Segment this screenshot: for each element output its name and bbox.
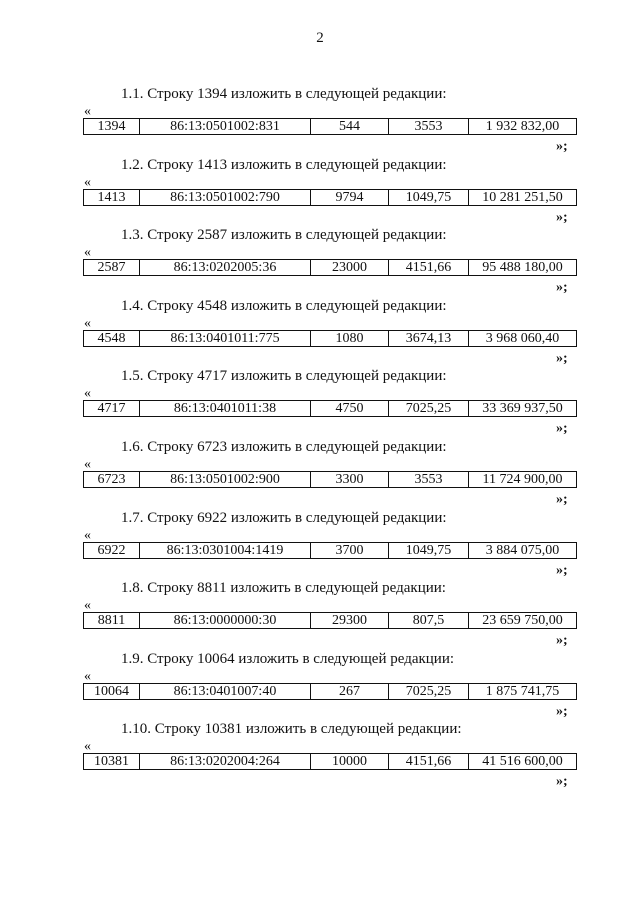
area-cell: 29300	[311, 613, 389, 629]
close-quote: »;	[556, 350, 568, 366]
close-quote: »;	[556, 774, 568, 790]
amendment-item	[0, 721, 640, 792]
cadastral-number-cell: 86:13:0202005:36	[140, 260, 311, 276]
value-cell: 33 369 937,50	[469, 401, 577, 417]
rate-cell: 3674,13	[389, 330, 469, 346]
row-table	[83, 753, 577, 770]
amendment-heading: 1.3. Строку 2587 изложить в следующей редакции:	[121, 227, 447, 244]
close-quote: »;	[556, 491, 568, 507]
amendment-heading: 1.5. Строку 4717 изложить в следующей редакции:	[121, 368, 447, 385]
area-cell: 9794	[311, 189, 389, 205]
row-table	[83, 118, 577, 135]
value-cell: 3 968 060,40	[469, 330, 577, 346]
close-quote: »;	[556, 633, 568, 649]
rate-cell: 1049,75	[389, 542, 469, 558]
amendment-heading: 1.1. Строку 1394 изложить в следующей редакции:	[121, 86, 447, 102]
amendment-list	[0, 86, 640, 792]
row-table	[83, 189, 577, 206]
value-cell: 23 659 750,00	[469, 613, 577, 629]
area-cell: 3300	[311, 471, 389, 487]
close-quote: »;	[556, 139, 568, 154]
amendment-item	[0, 580, 640, 651]
area-cell: 23000	[311, 260, 389, 276]
open-quote: «	[84, 174, 91, 190]
amendment-heading: 1.6. Строку 6723 изложить в следующей редакции:	[121, 438, 447, 455]
row-table	[83, 400, 577, 417]
rate-cell: 7025,25	[389, 683, 469, 699]
table-row	[84, 260, 577, 276]
rate-cell: 3553	[389, 471, 469, 487]
value-cell: 10 281 251,50	[469, 189, 577, 205]
amendment-item	[0, 368, 640, 439]
row-number-cell: 10064	[84, 683, 140, 699]
cadastral-number-cell: 86:13:0301004:1419	[140, 542, 311, 558]
area-cell: 544	[311, 119, 389, 135]
table-row	[84, 542, 577, 558]
row-table	[83, 471, 577, 488]
row-table	[83, 542, 577, 559]
value-cell: 3 884 075,00	[469, 542, 577, 558]
amendment-heading: 1.10. Строку 10381 изложить в следующей редакции:	[121, 721, 462, 738]
row-number-cell: 4717	[84, 401, 140, 417]
cadastral-number-cell: 86:13:0401011:38	[140, 401, 311, 417]
table-row	[84, 754, 577, 770]
table-row	[84, 330, 577, 346]
close-quote: »;	[556, 421, 568, 437]
row-number-cell: 10381	[84, 754, 140, 770]
area-cell: 4750	[311, 401, 389, 417]
close-quote: »;	[556, 209, 568, 225]
rate-cell: 4151,66	[389, 260, 469, 276]
area-cell: 267	[311, 683, 389, 699]
open-quote: «	[84, 456, 91, 472]
amendment-heading: 1.2. Строку 1413 изложить в следующей редакции:	[121, 156, 447, 173]
row-table	[83, 330, 577, 347]
cadastral-number-cell: 86:13:0202004:264	[140, 754, 311, 770]
row-number-cell: 6922	[84, 542, 140, 558]
area-cell: 1080	[311, 330, 389, 346]
value-cell: 41 516 600,00	[469, 754, 577, 770]
rate-cell: 1049,75	[389, 189, 469, 205]
area-cell: 3700	[311, 542, 389, 558]
amendment-heading: 1.9. Строку 10064 изложить в следующей редакции:	[121, 650, 455, 667]
amendment-item	[0, 86, 640, 157]
row-number-cell: 1394	[84, 119, 140, 135]
open-quote: «	[84, 386, 91, 402]
cadastral-number-cell: 86:13:0501002:900	[140, 471, 311, 487]
value-cell: 1 932 832,00	[469, 119, 577, 135]
rate-cell: 7025,25	[389, 401, 469, 417]
rate-cell: 4151,66	[389, 754, 469, 770]
table-row	[84, 189, 577, 205]
rate-cell: 3553	[389, 119, 469, 135]
amendment-heading: 1.7. Строку 6922 изложить в следующей редакции:	[121, 509, 447, 526]
amendment-item	[0, 157, 640, 228]
table-row	[84, 471, 577, 487]
table-row	[84, 401, 577, 417]
value-cell: 11 724 900,00	[469, 471, 577, 487]
close-quote: »;	[556, 703, 568, 719]
open-quote: «	[84, 527, 91, 543]
value-cell: 1 875 741,75	[469, 683, 577, 699]
row-number-cell: 4548	[84, 330, 140, 346]
area-cell: 10000	[311, 754, 389, 770]
amendment-item	[0, 227, 640, 298]
rate-cell: 807,5	[389, 613, 469, 629]
cadastral-number-cell: 86:13:0501002:790	[140, 189, 311, 205]
open-quote: «	[84, 668, 91, 684]
open-quote: «	[84, 245, 91, 261]
amendment-heading: 1.8. Строку 8811 изложить в следующей редакции:	[121, 580, 446, 597]
cadastral-number-cell: 86:13:0000000:30	[140, 613, 311, 629]
close-quote: »;	[556, 562, 568, 578]
open-quote: «	[84, 739, 91, 755]
table-row	[84, 683, 577, 699]
open-quote: «	[84, 104, 91, 119]
amendment-heading: 1.4. Строку 4548 изложить в следующей редакции:	[121, 297, 447, 314]
amendment-item	[0, 298, 640, 369]
row-table	[83, 259, 577, 276]
amendment-item	[0, 651, 640, 722]
row-table	[83, 683, 577, 700]
amendment-item	[0, 510, 640, 581]
table-row	[84, 613, 577, 629]
row-number-cell: 2587	[84, 260, 140, 276]
open-quote: «	[84, 315, 91, 331]
row-number-cell: 8811	[84, 613, 140, 629]
cadastral-number-cell: 86:13:0401007:40	[140, 683, 311, 699]
cadastral-number-cell: 86:13:0401011:775	[140, 330, 311, 346]
open-quote: «	[84, 598, 91, 614]
value-cell: 95 488 180,00	[469, 260, 577, 276]
amendment-item	[0, 439, 640, 510]
row-number-cell: 1413	[84, 189, 140, 205]
row-table	[83, 612, 577, 629]
close-quote: »;	[556, 280, 568, 296]
row-number-cell: 6723	[84, 471, 140, 487]
table-row	[84, 119, 577, 135]
page-number: 2	[316, 30, 324, 46]
cadastral-number-cell: 86:13:0501002:831	[140, 119, 311, 135]
